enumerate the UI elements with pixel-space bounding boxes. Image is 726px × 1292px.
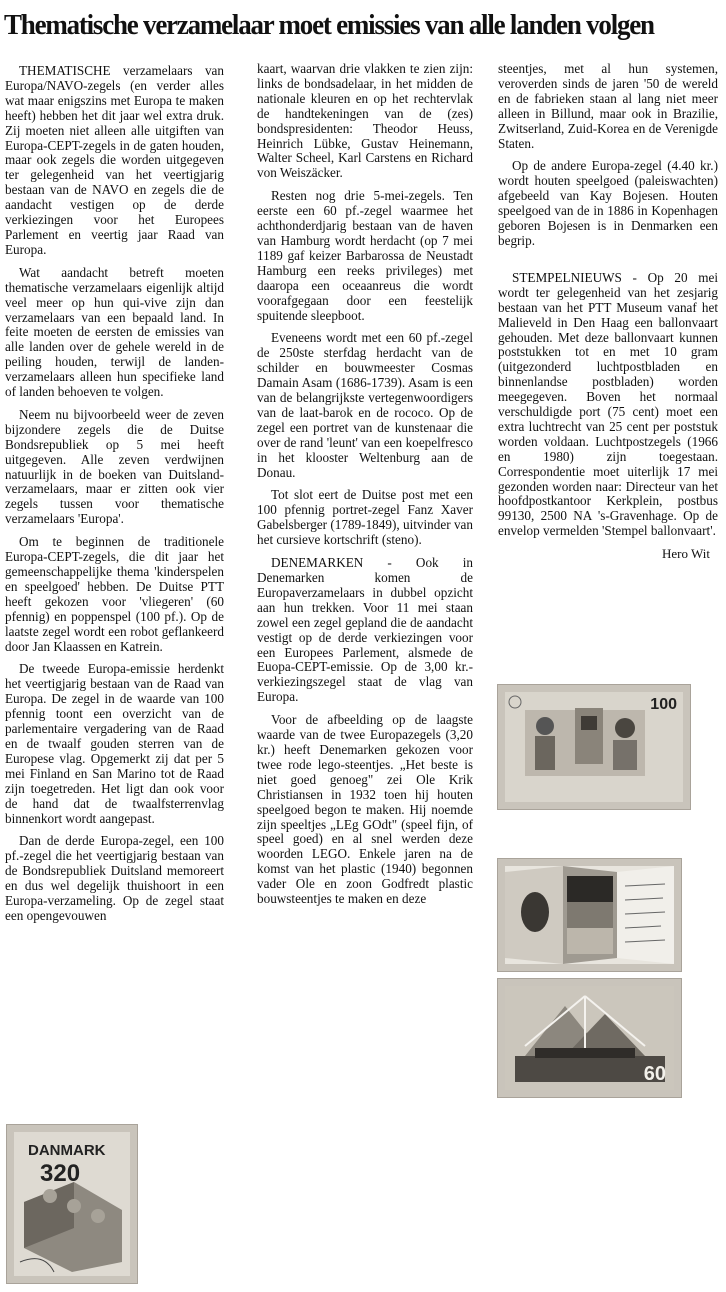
folded-map-illustration bbox=[505, 866, 674, 964]
paragraph: Tot slot eert de Duitse post met een 100 pfennig portret-zegel Fanz Xaver Gabelsberger (1789-1849), uitvinder van het cursieve kortschrift (steno). bbox=[257, 487, 473, 548]
paragraph: steentjes, met al hun systemen, veroverden sinds de jaren '50 de wereld en de fabrieken staan al lang niet meer alleen in Billund, maar ook in Brazilie, Zwitserland, Zuid-Korea en de Verenigde Staten. bbox=[498, 61, 718, 151]
paragraph: Neem nu bijvoorbeeld weer de zeven bijzondere zegels die de Duitse Bondsrepubliek op 5 mei heeft uitgegeven. Alle zeven verdwijnen natuurlijk in de boeken van Duitsland-verzamelaars, maar er zitten ook vier zegels tussen voor thematische verzamelaars 'Europa'. bbox=[5, 406, 224, 527]
article-column-1 bbox=[5, 64, 224, 932]
stamp-puppet-image bbox=[497, 684, 691, 810]
stamp-hamburg-harbour-image bbox=[497, 978, 682, 1098]
paragraph: Om te beginnen de traditionele Europa-CEPT-zegels, die dit jaar het gemeenschappelijke thema 'kinderspelen en speelgoed' hebben. De Duitse PTT heeft gekozen voor 'vliegeren' (60 pfennig) en poppenspel (100 pf.). Op de laatste zegel wordt een robot geflankeerd door Jan Klaassen en Katrein. bbox=[5, 534, 224, 654]
paragraph: Resten nog drie 5-mei-zegels. Ten eerste een 60 pf.-zegel waarmee het achthonderdjarig bestaan van de haven van Hamburg wordt herdacht (op 7 mei 1189 gaf keizer Barbarossa de Neustadt Hamburg een reeks privileges) met daaropa een oceaanreus die wordt voorafgegaan door een feestelijk spuitende sleepboot. bbox=[257, 188, 473, 323]
stamp-country-label: DANMARK bbox=[28, 1142, 106, 1159]
article-column-2 bbox=[257, 62, 473, 915]
stamp-value: 60 bbox=[643, 1063, 666, 1085]
paragraph: kaart, waarvan drie vlakken te zien zijn: links de bondsadelaar, in het midden de nationale kleuren en op het rechtervlak de handtekeningen van de (zes) bondspresidenten: Theodor Heuss, Heinrich Lübke, Gustav Heinemann, Walter Scheel, Karl Carstens en Richard von Weiszäcker. bbox=[257, 61, 473, 181]
stamp-federal-republic-image bbox=[497, 858, 682, 972]
headline: Thematische verzamelaar moet emissies van alle landen volgen bbox=[4, 9, 654, 41]
paragraph: Op de andere Europa-zegel (4.40 kr.) wordt houten speelgoed (paleiswachten) afgebeeld van Kay Bojesen. Houten speelgoed van de in 1886 in Kopenhagen geboren Bojesen is in Denmarken een begrip. bbox=[498, 158, 718, 248]
paragraph: De tweede Europa-emissie herdenkt het veertigjarig bestaan van de Raad van Europa. De zegel in de waarde van 100 pfennig toont een overzicht van de parlementaire vergadering van de Raad en de twaalf gouden sterren van de Europese vlag. Opgemerkt zij dat per 5 mei Finland en San Marino tot de Raad zijn toegetreden. Het ligt dan ook voor de hand dat de twaalfsterrenvlag binnenkort wordt aangepast. bbox=[5, 661, 224, 826]
stamp-danmark-image bbox=[6, 1124, 138, 1284]
byline: Hero Wit bbox=[662, 546, 710, 562]
paragraph: Wat aandacht betreft moeten thematische verzamelaars eigenlijk altijd veel meer op hun qui-vive zijn dan verzamelaars van een bepaald land. In feite moeten de eersten de emissies van alle landen over de gehele wereld in de peiling houden, terwijl de landen-verzamelaars alleen hun specifieke land of landen behoeven te volgen. bbox=[5, 264, 224, 400]
article-column-3 bbox=[498, 62, 718, 562]
paragraph: DENEMARKEN - Ook in Denemarken komen de Europaverzamelaars in dubbel opzicht aan hun trekken. Voor 11 mei staan zowel een zegel gepland die de aandacht vestigt op de derde verkiezingen voor een Europees Parlement, alsmede de Euopa-CEPT-emissie. Op de 3,00 kr.-verkiezingszegel staat de vlag van Europa. bbox=[257, 555, 473, 705]
stamp-value: 320 bbox=[40, 1160, 81, 1187]
paragraph: Voor de afbeelding op de laagste waarde van de twee Europazegels (3,20 kr.) heeft Denemarken gekozen voor twee rode lego-steentjes. „Het beste is niet goed genoeg" zei Ole Krik Christiansen in 1932 toen hij houten speelgoed begon te maken. Hij noemde zijn speeltjes „LEg GOdt" (speel fijn, of speel goed) en al snel werden deze woorden LEGO. Enkele jaren na de komst van het plastic (1940) begonnen vader Ole en zoon Godfredt plastic bouwsteentjes te maken en deze bbox=[257, 712, 473, 907]
stamp-value: 100 bbox=[650, 696, 677, 713]
paragraph: STEMPELNIEUWS - Op 20 mei wordt ter gelegenheid van het zesjarig bestaan van het PTT Museum vanaf het Malieveld in Den Haag een ballonvaart gehouden. Met deze ballonvaart kunnen poststukken tot en met 10 gram (uitgezonderd luchtpostbladen en binnenlandse postbladen) worden meegegeven. Boven het normaal verschuldigde port (75 cent) moet een extra luchtrecht van 25 cent per poststuk worden voldaan. Luchtpostzegels (1966 en 1980) zijn toegestaan. Correspondentie moet uiterlijk 17 mei gezonden worden naar: Directeur van het hoofdpostkantoor Kerkplein, postbus 99130, 2500 NA 's-Gravenhage. Op de envelop vermelden 'Stempel ballonvaart'. bbox=[498, 269, 718, 539]
paragraph: Dan de derde Europa-zegel, een 100 pf.-zegel die het veertigjarig bestaan van de Bondsrepubliek Duitsland memoreert en dus wel degelijk thuishoort in een Europa-verzameling. Op de zegel staat een opengevouwen bbox=[5, 833, 224, 923]
paragraph: THEMATISCHE verzamelaars van Europa/NAVO-zegels (en verder alles wat maar enigszins met Europa te maken heeft) hebben het dit jaar wel extra druk. Zij moeten niet alleen alle uitgiften van Europa-CEPT-zegels in de gaten houden, maar ook zegels die worden uitgegeven ter gelegenheid van het veertigjarig bestaan van de NAVO en zegels die de aandacht vestigen op de derde verkiezingen voor het Europees Parlement en veertig jaar Raad van Europa. bbox=[5, 63, 224, 257]
paragraph: Eveneens wordt met een 60 pf.-zegel de 250ste sterfdag herdacht van de schilder en bouwmeester Cosmas Damain Asam (1686-1739). Asam is een van de belangrijkste vertegenwoordigers van de laat-barok en de rococo. Op de zegel een portret van de kunstenaar die over de rand 'leunt' van een koepelfresco in het klooster Weltenburg aan de Donau. bbox=[257, 330, 473, 480]
